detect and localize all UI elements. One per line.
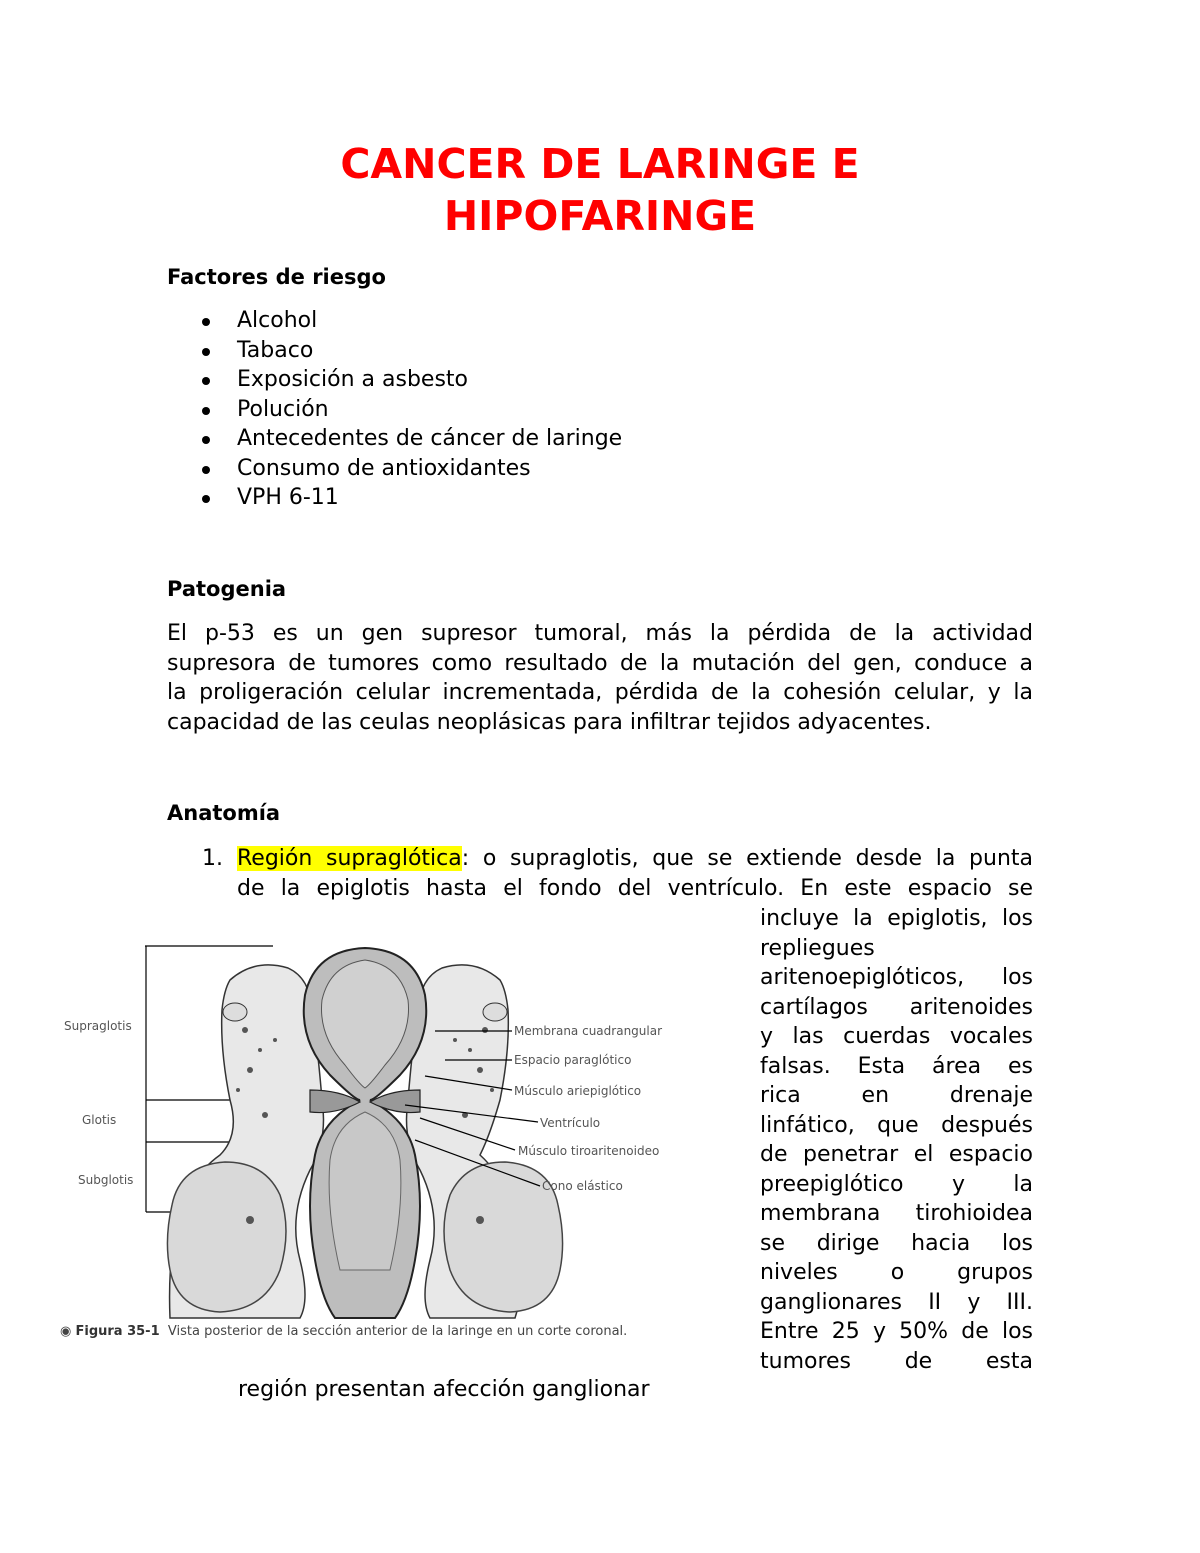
paragraph-line: rica en drenaje <box>760 1083 1033 1108</box>
paragraph-line: repliegues <box>760 935 875 961</box>
paragraph-line: ganglionares II y III. <box>760 1289 1033 1315</box>
list-item: Consumo de antioxidantes <box>237 454 531 484</box>
paragraph-line: linfático, que después <box>760 1112 1033 1138</box>
paragraph-line: y las cuerdas vocales <box>760 1024 1033 1049</box>
paragraph-line: la proligeración celular incrementada, pérdida de la cohesión celular, y la <box>167 680 1033 705</box>
highlighted-term: Región supraglótica <box>237 846 462 871</box>
larynx-coronal-figure <box>60 940 680 1345</box>
list-item: VPH 6-11 <box>237 483 339 513</box>
figure-label: Ventrículo <box>540 1116 601 1130</box>
paragraph-line: falsas. Esta área es <box>760 1053 1033 1079</box>
figure-label: Músculo ariepiglótico <box>514 1084 642 1098</box>
list-item: Polución <box>237 395 329 425</box>
paragraph-line: preepiglótico y la <box>760 1171 1033 1197</box>
paragraph-line: cartílagos aritenoides <box>760 994 1033 1020</box>
document-title-line-2: HIPOFARINGE <box>443 192 757 240</box>
figure-label: Músculo tiroaritenoideo <box>518 1144 660 1158</box>
document-title-line-1: CANCER DE LARINGE E <box>340 140 860 188</box>
figure-label: Espacio paraglótico <box>514 1053 632 1067</box>
anatomy-item-text <box>237 844 1033 904</box>
bullet-icon <box>202 495 210 503</box>
figure-label: Glotis <box>82 1113 117 1127</box>
pathogenesis-paragraph <box>167 619 1033 737</box>
figure-label: Subglotis <box>78 1173 134 1187</box>
figure-label: Cono elástico <box>542 1179 623 1193</box>
pathogenesis-heading: Patogenia <box>167 577 287 601</box>
wrapped-text-column <box>760 904 1033 1376</box>
anatomy-heading: Anatomía <box>167 801 281 825</box>
list-item: Antecedentes de cáncer de laringe <box>237 424 622 454</box>
figure-caption: ◉ Figura 35-1 Vista posterior de la sección anterior de la laringe en un corte coronal. <box>60 1324 628 1339</box>
list-item: Tabaco <box>237 336 313 366</box>
paragraph-line: región presentan afección ganglionar <box>238 1377 650 1402</box>
paragraph-line: incluye la epiglotis, los <box>760 906 1033 931</box>
paragraph-line: supresora de tumores como resultado de la mutación del gen, conduce a <box>167 650 1033 676</box>
paragraph-line: membrana tirohioidea <box>760 1201 1033 1226</box>
bullet-icon <box>202 436 210 444</box>
paragraph-line: de penetrar el espacio <box>760 1142 1033 1167</box>
list-item: Exposición a asbesto <box>237 365 468 395</box>
paragraph-line: tumores de esta <box>760 1348 1033 1374</box>
bullet-icon <box>202 466 210 474</box>
paragraph-line: se dirige hacia los <box>760 1230 1033 1256</box>
list-number: 1. <box>202 846 223 871</box>
figure-marker-icon: ◉ <box>60 1324 76 1339</box>
larynx-illustration <box>60 940 680 1320</box>
bullet-icon <box>202 407 210 415</box>
figure-label: Membrana cuadrangular <box>514 1024 663 1038</box>
bullet-icon <box>202 348 210 356</box>
bullet-icon <box>202 377 210 385</box>
paragraph-line: Región supraglótica: o supraglotis, que se extiende desde la punta <box>237 846 1033 871</box>
paragraph-line: niveles o grupos <box>760 1260 1033 1285</box>
paragraph-line: Entre 25 y 50% de los <box>760 1319 1033 1344</box>
paragraph-line: aritenoepiglóticos, los <box>760 965 1033 990</box>
list-item: Alcohol <box>237 306 317 336</box>
paragraph-line: El p-53 es un gen supresor tumoral, más la pérdida de la actividad <box>167 621 1033 646</box>
paragraph-line: capacidad de las ceulas neoplásicas para infiltrar tejidos adyacentes. <box>167 709 932 735</box>
bullet-icon <box>202 318 210 326</box>
paragraph-line: de la epiglotis hasta el fondo del ventrículo. En este espacio se <box>237 876 1033 901</box>
risk-factors-heading: Factores de riesgo <box>167 265 386 289</box>
figure-label: Supraglotis <box>64 1019 132 1033</box>
